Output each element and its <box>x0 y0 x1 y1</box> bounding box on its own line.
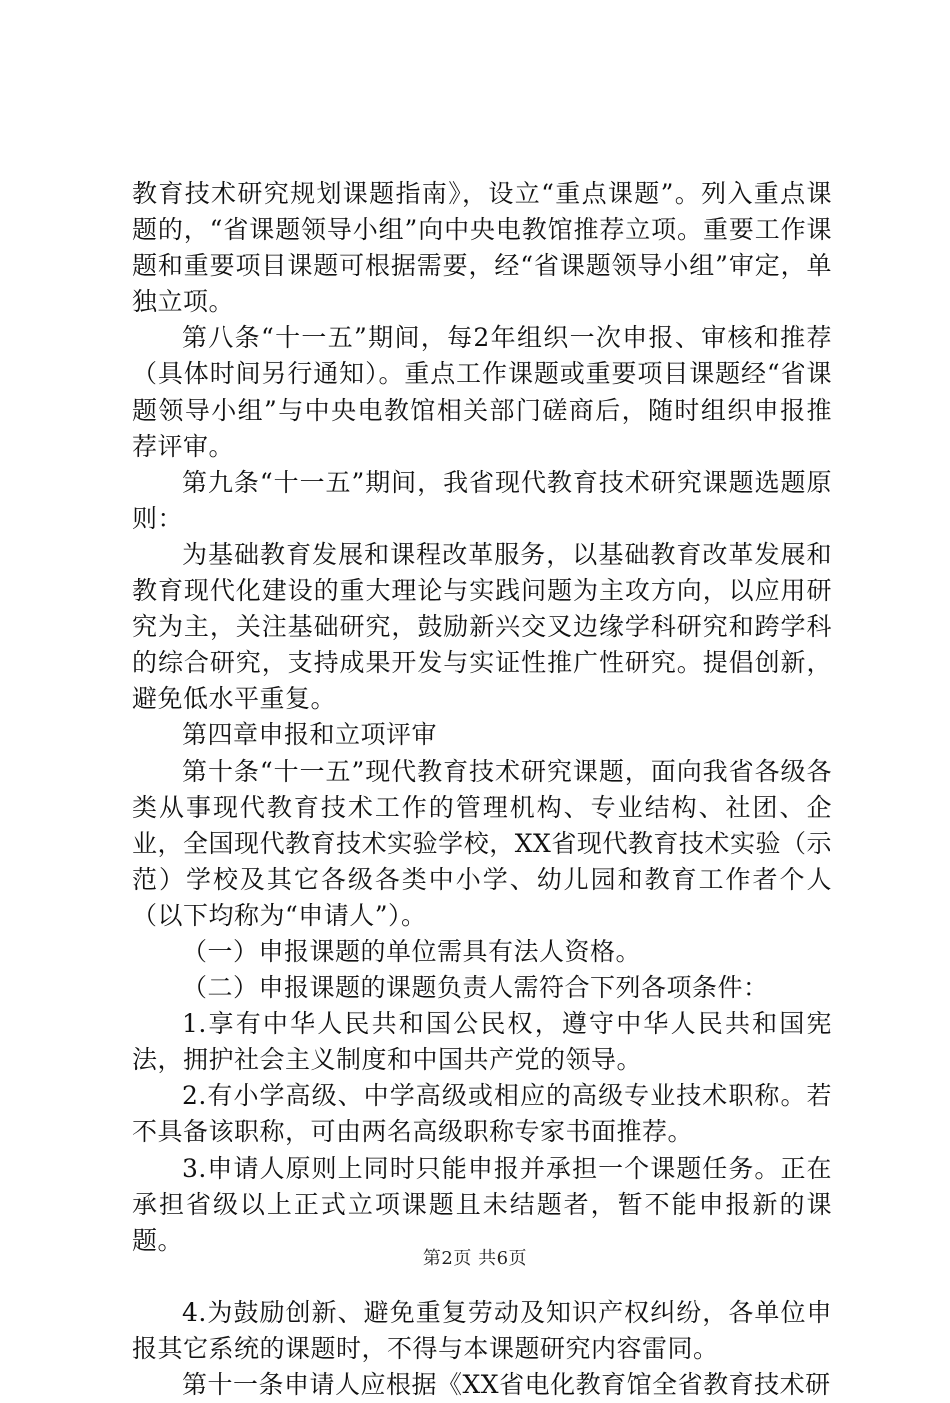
paragraph-condition-1: 1.享有中华人民共和国公民权，遵守中华人民共和国宪法，拥护社会主义制度和中国共产党的领导。 <box>132 1009 832 1075</box>
document-body <box>132 176 832 1403</box>
paragraph-article-9: 第九条“十一五”期间，我省现代教育技术研究课题选题原则： <box>132 467 832 533</box>
paragraph-guide-continuation: 教育技术研究规划课题指南》，设立“重点课题”。列入重点课题的，“省课题领导小组”向中央电教馆推荐立项。重要工作课题和重要项目课题可根据需要，经“省课题领导小组”审定，单独立项。 <box>132 179 832 317</box>
paragraph-item-1: （一）申报课题的单位需具有法人资格。 <box>182 936 642 966</box>
chapter-heading: 第四章申报和立项评审 <box>182 720 438 750</box>
paragraph-article-8: 第八条“十一五”期间，每2年组织一次申报、审核和推荐（具体时间另行通知）。重点工作课题或重要项目课题经“省课题领导小组”与中央电教馆相关部门磋商后，随时组织申报推荐评审。 <box>132 323 832 461</box>
paragraph-item-2: （二）申报课题的课题负责人需符合下列各项条件： <box>182 973 769 1003</box>
paragraph-condition-2: 2.有小学高级、中学高级或相应的高级专业技术职称。若不具备该职称，可由两名高级职称专家书面推荐。 <box>132 1081 832 1147</box>
paragraph-principles: 为基础教育发展和课程改革服务，以基础教育改革发展和教育现代化建设的重大理论与实践问题为主攻方向，以应用研究为主，关注基础研究，鼓励新兴交叉边缘学科研究和跨学科的综合研究，支持成果开发与实证性推广性研究。提倡创新，避免低水平重复。 <box>132 539 832 714</box>
paragraph-condition-4: 4.为鼓励创新、避免重复劳动及知识产权纠纷，各单位申报其它系统的课题时，不得与本课题研究内容雷同。 <box>132 1297 832 1363</box>
page-number-footer: 第2页 共6页 <box>422 1248 528 1269</box>
paragraph-condition-3: 3.申请人原则上同时只能申报并承担一个课题任务。正在承担省级以上正式立项课题且未结题者，暂不能申报新的课题。 <box>132 1153 832 1255</box>
paragraph-article-10: 第十条“十一五”现代教育技术研究课题，面向我省各级各类从事现代教育技术工作的管理机构、专业结构、社团、企业，全国现代教育技术实验学校，XX省现代教育技术实验（示范）学校及其它各级各类中小学、幼儿园和教育工作者个人（以下均称为“申请人”）。 <box>132 756 832 930</box>
paragraph-article-11: 第十一条申请人应根据《XX省电化教育馆全省教育技术研 <box>182 1370 831 1399</box>
